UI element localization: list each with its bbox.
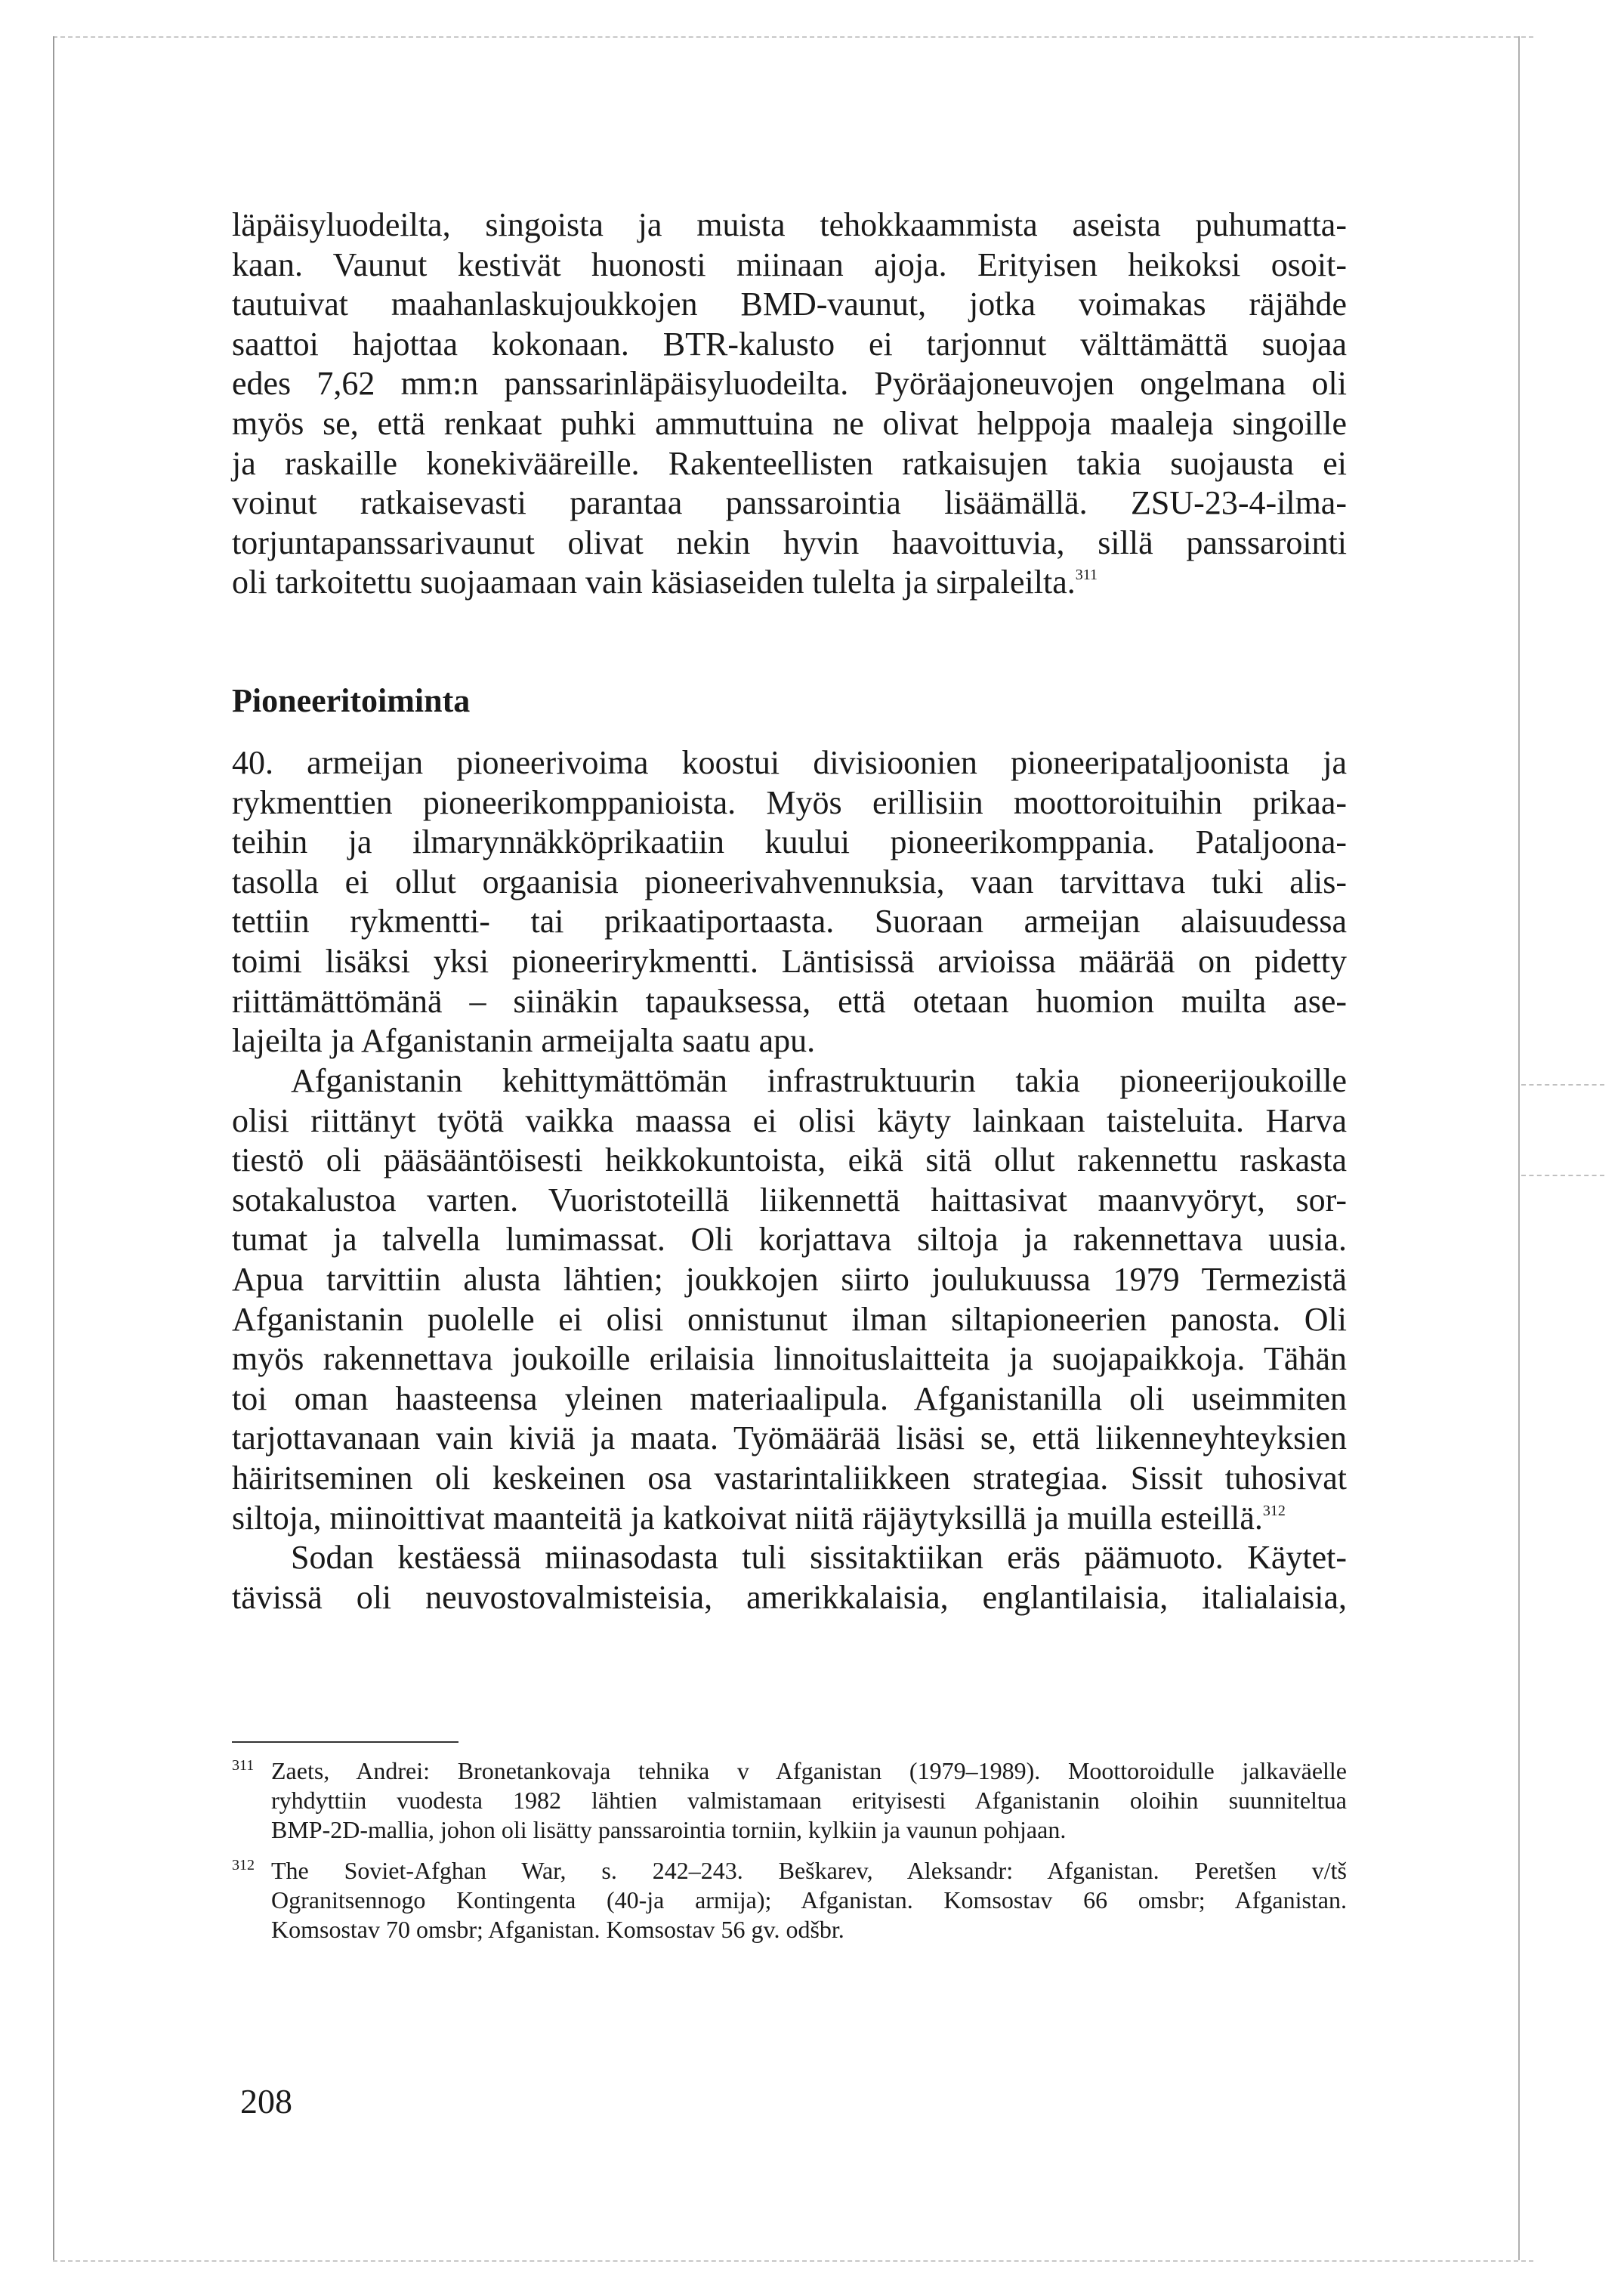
text-line: saattoi hajottaa kokonaan. BTR-kalusto ei tarjonnut välttämättä suojaa xyxy=(232,325,1347,363)
footnote-line: Komsostav 70 omsbr; Afganistan. Komsostav 56 gv. odšbr. xyxy=(271,1916,844,1943)
scan-edge-top xyxy=(53,36,1533,38)
footnote-separator xyxy=(232,1741,458,1743)
footnote-ref-311[interactable]: 311 xyxy=(1075,567,1098,584)
text-line: riittämättömänä – siinäkin tapauksessa, että otetaan huomion muilta ase- xyxy=(232,982,1347,1020)
footnote-line: Ogranitsennogo Kontingenta (40-ja armija); Afganistan. Komsostav 66 omsbr; Afganistan. xyxy=(271,1886,1347,1914)
text-line: Afganistanin puolelle ei olisi onnistunut ilman siltapioneerien panosta. Oli xyxy=(232,1300,1347,1338)
paragraph-pioneer-force xyxy=(232,743,1347,1061)
footnote-number: 312 xyxy=(232,1857,255,1873)
text-line: sotakalustoa varten. Vuoristoteillä liikennettä haittasivat maanvyöryt, sor- xyxy=(232,1181,1347,1219)
paragraph-armor xyxy=(232,205,1347,603)
text-line-content: oli tarkoitettu suojaamaan vain käsiaseiden tulelta ja sirpaleilta. xyxy=(232,564,1076,601)
footnote-line: BMP-2D-mallia, johon oli lisätty panssarointia torniin, kylkiin ja vaunun pohjaan. xyxy=(271,1816,1067,1843)
footnote-311 xyxy=(232,1751,1347,1845)
footnote-text: The Soviet-Afghan War, s. 242–243. Beškarev, Aleksandr: Afganistan. Peretšen v/tš xyxy=(271,1857,1347,1884)
text-line: läpäisyluodeilta, singoista ja muista tehokkaammista aseista puhumatta- xyxy=(232,206,1347,243)
text-line: tarjottavanaan vain kiviä ja maata. Työmäärää lisäsi se, että liikenneyhteyksien xyxy=(232,1419,1347,1457)
paragraph-infrastructure xyxy=(232,1061,1347,1538)
text-line: myös se, että renkaat puhki ammuttuina ne olivat helppoja maaleja singoille xyxy=(232,404,1347,442)
text-line: toi oman haasteensa yleinen materiaalipula. Afganistanilla oli useimmiten xyxy=(232,1379,1347,1417)
text-line: lajeilta ja Afganistanin armeijalta saatu apu. xyxy=(232,1022,816,1060)
text-line: häiritseminen oli keskeinen osa vastarintaliikkeen strategiaa. Sissit tuhosivat xyxy=(232,1459,1347,1497)
footnote-312 xyxy=(232,1851,1347,1944)
scan-edge-left xyxy=(53,36,54,2260)
text-line: olisi riittänyt työtä vaikka maassa ei olisi käyty lainkaan taisteluita. Harva xyxy=(232,1101,1347,1139)
scan-margin-mark xyxy=(1521,1084,1604,1086)
text-line: tiestö oli pääsääntöisesti heikkokuntoista, eikä sitä ollut rakennettu raskasta xyxy=(232,1141,1347,1179)
text-line: toimi lisäksi yksi pioneerirykmentti. Läntisissä arvioissa määrää on pidetty xyxy=(232,942,1347,980)
text-line: tävissä oli neuvostovalmisteisia, amerikkalaisia, englantilaisia, italialaisia, xyxy=(232,1578,1347,1616)
footnote-text: Zaets, Andrei: Bronetankovaja tehnika v Afganistan (1979–1989). Moottoroidulle jalkaväelle xyxy=(271,1757,1347,1784)
scan-edge-bottom xyxy=(53,2260,1533,2262)
footnote-line xyxy=(232,1751,1347,1786)
text-line xyxy=(232,563,1347,603)
text-line: myös rakennettava joukoille erilaisia linnoituslaitteita ja suojapaikkoja. Tähän xyxy=(232,1340,1347,1378)
text-line: rykmenttien pioneerikomppanioista. Myös erillisiin moottoroituihin prikaa- xyxy=(232,783,1347,821)
text-line: tumat ja talvella lumimassat. Oli korjattava siltoja ja rakennettava uusia. xyxy=(232,1221,1347,1259)
text-line: edes 7,62 mm:n panssarinläpäisyluodeilta. Pyöräajoneuvojen ongelmana oli xyxy=(232,365,1347,403)
text-line xyxy=(232,1499,1347,1539)
footnote-ref-312[interactable]: 312 xyxy=(1262,1502,1286,1519)
page-number: 208 xyxy=(240,2082,292,2120)
text-line-content: siltoja, miinoittivat maanteitä ja katkoivat niitä räjäytyksillä ja muilla esteillä. xyxy=(232,1499,1263,1537)
text-line: teihin ja ilmarynnäkköprikaatiin kuului pioneerikomppania. Pataljoona- xyxy=(232,823,1347,861)
text-line: torjuntapanssarivaunut olivat nekin hyvin haavoittuvia, sillä panssarointi xyxy=(232,524,1347,561)
footnote-line: ryhdyttiin vuodesta 1982 lähtien valmistamaan erityisesti Afganistanin oloihin suunniteltua xyxy=(271,1787,1347,1814)
footnote-number: 311 xyxy=(232,1757,255,1774)
scan-margin-mark xyxy=(1521,1175,1604,1176)
text-line: tautuivat maahanlaskujoukkojen BMD-vaunut, jotka voimakas räjähde xyxy=(232,286,1347,323)
paragraph-mine-warfare xyxy=(232,1538,1347,1617)
text-line: tasolla ei ollut orgaanisia pioneerivahvennuksia, vaan tarvittava tuki alis- xyxy=(232,863,1347,900)
scan-edge-right xyxy=(1518,36,1520,2260)
footnote-line xyxy=(232,1851,1347,1886)
text-line: Afganistanin kehittymättömän infrastruktuurin takia pioneerijoukoille xyxy=(291,1062,1347,1099)
text-line: ja raskaille konekivääreille. Rakenteellisten ratkaisujen takia suojausta ei xyxy=(232,444,1347,482)
text-line: voinut ratkaisevasti parantaa panssarointia lisäämällä. ZSU-23-4-ilma- xyxy=(232,484,1347,522)
text-line: 40. armeijan pioneerivoima koostui divisioonien pioneeripataljoonista ja xyxy=(232,744,1347,781)
text-line: Sodan kestäessä miinasodasta tuli sissitaktiikan eräs päämuoto. Käytet- xyxy=(291,1539,1347,1576)
section-heading: Pioneeritoiminta xyxy=(232,682,471,719)
text-line: tettiin rykmentti- tai prikaatiportaasta. Suoraan armeijan alaisuudessa xyxy=(232,903,1347,941)
text-line: Apua tarvittiin alusta lähtien; joukkojen siirto joulukuussa 1979 Termezistä xyxy=(232,1260,1347,1298)
text-line: kaan. Vaunut kestivät huonosti miinaan ajoja. Erityisen heikoksi osoit- xyxy=(232,246,1347,283)
